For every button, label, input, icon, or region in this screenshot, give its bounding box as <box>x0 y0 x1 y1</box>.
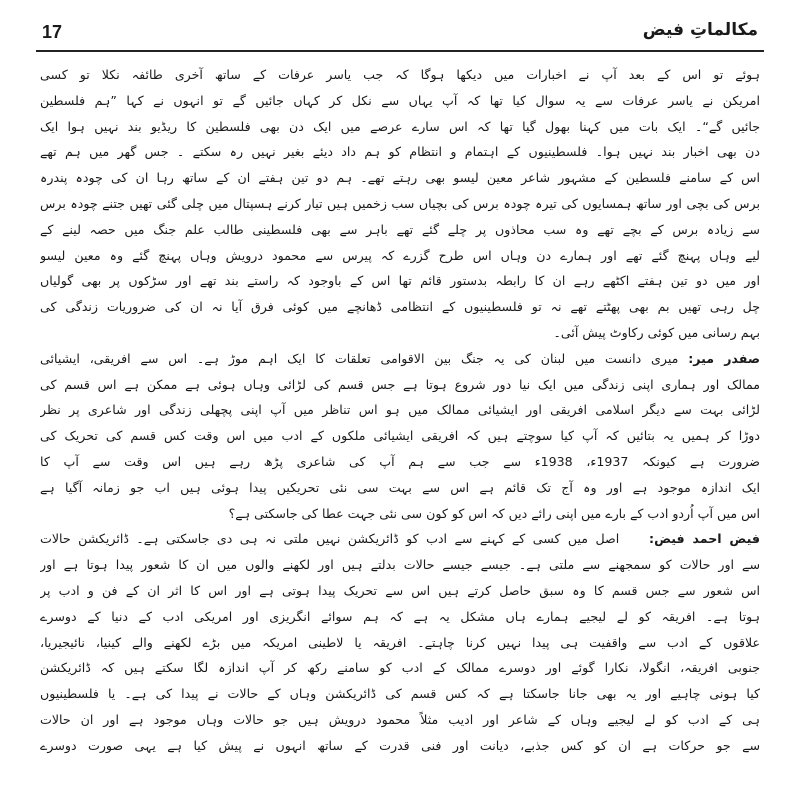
text-line: ایک اندازہ موجود ہے اور وہ آج تک قائم ہے اس سے بہت سی نئی تحریکیں پیدا ہوئی ہیں اب جو زمانہ آگیا ہے <box>40 479 760 495</box>
speaker-name: فیض احمد فیض: <box>649 531 760 547</box>
text-line: برس کی بچی اور ساتھ ہمسایوں کی تیرہ چودہ برس کی بچیاں سب زخمیں ہیں تیار کرنے ہسپتال میں چلی گئی تھیں جتنے چودہ برس <box>40 195 760 211</box>
text-line: ممالک اور ہماری اپنی زندگی میں ایک نیا دور شروع ہوتا ہے جس قسم کی لڑائی وہاں ہوئی ہے ممکن ہے اس قسم کی <box>40 376 760 392</box>
text-line: اس کے سامنے فلسطین کے مشہور شاعر معین لیسو بھی رہتے تھے۔ ہم دو تین ہفتے ان کے ساتھ رہا ان کی چودہ پندرہ <box>40 170 760 186</box>
text-line: ہوتا ہے۔ افریقہ کو لے لیجیے ہمارے ہاں مشکل یہ ہے کہ ہم سوائے انگریزی اور امریکی ادب کے دنیا کے دوسرے <box>40 608 760 624</box>
text-line: ضرورت ہے کیونکہ 1937ء، 1938ء سے جب سے ہم آپ کی شاعری پڑھ رہے ہیں اس وقت سے آپ کا <box>40 453 760 469</box>
text-line: جنوبی افریقہ، انگولا، نکارا گوئے اور دوسرے ممالک کے ادب کو سامنے رکھ کر آپ اندازہ لگا سکتے ہیں کہ ڈائریکشن <box>40 660 760 676</box>
text-line: لڑائی بہت سے دیگر اسلامی افریقی اور ایشیائی ممالک میں ہو اس تناظر میں آپ اپنی پچھلی زندگی اور شاعری پر نظر <box>40 402 760 418</box>
text-line: ہی کے ادب کو لے لیجیے وہاں کے شاعر اور ادیب مثلاً محمود درویش ہیں جو حالات وہاں موجود ہے اور ان حالات <box>40 711 760 727</box>
text-line: اس میں آپ اُردو ادب کے بارے میں اپنی رائے دیں کہ اس کو کون سی نئی جہت عطا کی جاسکتی ہے؟ <box>228 505 760 521</box>
text-line: دن بھی اخبار بند نہیں ہوا۔ فلسطینیوں کے اہتمام و انتظام کو ہم داد دیئے بغیر نہیں رہ سکتے ۔ جس گھر میں ہم تھے <box>40 144 760 160</box>
text-line: اس شعور سے جس قسم کا وہ سبق حاصل کرتے ہیں اس سے تحریک پیدا ہوتی ہے اور اس کا اثر ان کے فن و ادب پر <box>40 582 760 598</box>
text-line: لیے وہاں پہنچ گئے تھے اور ہمارے دن وہاں اس طرح گزرے کہ پیرس سے محمود درویش وہاں پہنچ گئے وہ معین لیسو <box>40 247 760 263</box>
text-line <box>40 346 760 372</box>
text-line: سے اور حالات کو سمجھنے سے ملتی ہے۔ جیسے جیسے حالات بدلتے ہیں اور لکھنے والوں میں ان کا شعور پیدا ہوتا ہے اور <box>40 557 760 573</box>
line-text: میری دانست میں لبنان کی یہ جنگ بین الاقوامی تعلقات کا ایک اہم موڑ ہے۔ اس سے افریقی، ایشیائی <box>40 350 679 366</box>
text-line: سے جو حرکات ہے ان کو کس جذبے، دیانت اور فنی قدرت کے ساتھ انہوں نے پیش کیا ہے یہی صورت دوسرے <box>40 737 760 753</box>
text-line: علاقوں کے ادب سے واقفیت ہی پیدا نہیں کرنا چاہتے۔ افریقہ یا لاطینی امریکہ میں بڑے لکھنے والے کینیا، نائیجیریا، <box>40 634 760 650</box>
running-title: مکالماتِ فیض <box>642 20 758 40</box>
line-text: اصل میں کسی کے کہنے سے ادب کو ڈائریکشن نہیں ملتی نہ ہی دی جاسکتی ہے۔ ڈائریکشن حالات <box>40 531 620 547</box>
text-line: دوڑا کر ہمیں یہ بتائیں کہ آپ کیا سوچتے ہیں کہ افریقی ایشیائی ملکوں کے ادب میں اس وقت کس قسم کی تحریک کی <box>40 428 760 444</box>
text-line: چل رہی تھیں بم بھی پھٹتے تھے نہ تو فلسطینیوں کے انتظامی ڈھانچے میں کوئی فرق آیا نہ ان کی ضروریات زندگی کی <box>40 299 760 315</box>
page-number: 17 <box>42 22 63 42</box>
text-line: اور میں دو تین ہفتے اکٹھے رہے ان کا رابطہ بدستور قائم تھا اس کے باوجود کہ راستے بند تھے اور سڑکوں پر بھی گولیاں <box>40 273 760 289</box>
text-line <box>40 526 760 552</box>
paragraph-safdar-mir <box>40 346 760 527</box>
text-line: جائیں گے“۔ ایک بات میں کہنا بھول گیا تھا کہ اس سارے عرصے میں ایک دن بھی فلسطین کا ریڈیو بند نہیں ہوا ایک <box>40 118 760 134</box>
text-line: سے زیادہ برس کے بچے تھے وہ سب محاذوں پر چلے گئے تھے باہر سے بھی فلسطینی طالب علم جنگ میں حصہ لینے کے <box>40 221 760 237</box>
text-line: امریکن نے یاسر عرفات سے یہ سوال کیا تھا کہ آپ یہاں سے نکل کر کہاں جائیں گے تو انہوں نے کہا ”ہم فلسطین <box>40 92 760 108</box>
page-header <box>36 20 764 52</box>
text-line: ہوئے تو اس کے بعد آپ نے اخبارات میں دیکھا ہوگا کہ جب یاسر عرفات کے ساتھ آخری طائفہ نکلا تو کسی <box>40 67 760 82</box>
speaker-name: صفدر میر: <box>688 350 760 366</box>
text-line: بہم رسانی میں کوئی رکاوٹ پیش آئی۔ <box>553 324 760 340</box>
text-line: کیا ہونی چاہیے اور یہ بھی جانا جاسکتا ہے کہ کس قسم کی ڈائریکشن وہاں کے حالات نے پیدا کی ہے۔ یا فلسطینیوں <box>40 686 760 702</box>
paragraph-faiz <box>40 526 760 758</box>
paragraph-narrative <box>40 62 760 346</box>
body-text <box>36 62 764 759</box>
